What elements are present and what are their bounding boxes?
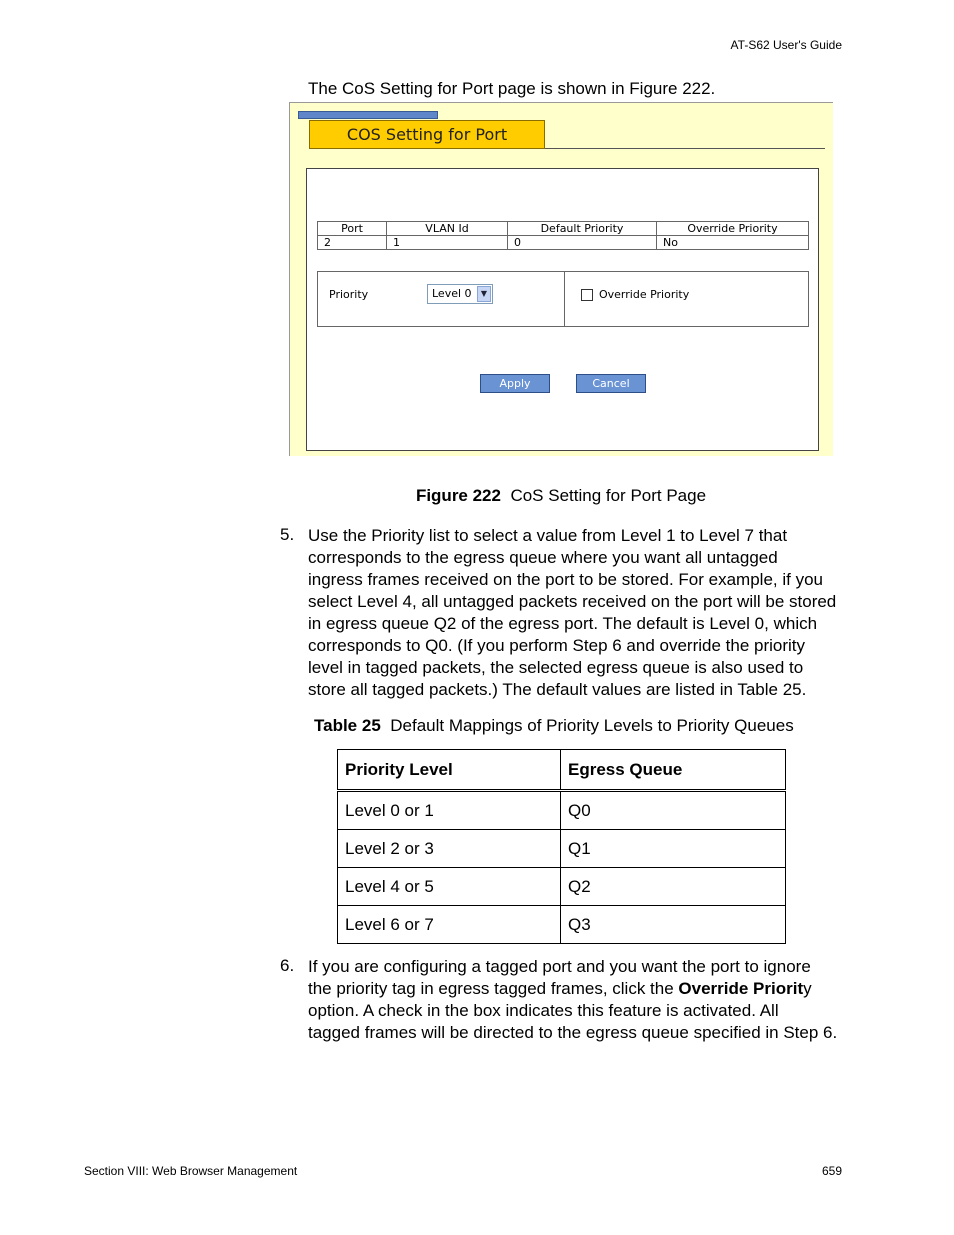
page-number: 659 — [821, 1164, 842, 1178]
apply-button[interactable]: Apply — [480, 374, 550, 393]
table-header-row — [338, 750, 786, 791]
tab-underline — [545, 148, 825, 149]
figure-caption — [0, 486, 954, 506]
step5-line: ingress frames received on the port to be stored. For example, if you — [308, 570, 823, 589]
settings-divider — [564, 271, 565, 327]
port-table-header-row — [318, 222, 809, 236]
port-table — [317, 221, 809, 250]
table-caption-text: Default Mappings of Priority Levels to Priority Queues — [390, 716, 794, 735]
table-cell: Level 2 or 3 — [338, 830, 561, 868]
step6-line: tagged frames will be directed to the egress queue specified in Step 6. — [308, 1023, 838, 1042]
port-table-header: VLAN Id — [387, 222, 508, 236]
table-row — [338, 868, 786, 906]
port-table-cell: No — [657, 236, 809, 250]
tab-title: COS Setting for Port — [309, 120, 545, 149]
step5-line: store all tagged packets.) The default values are listed in Table 25. — [308, 680, 807, 699]
table-header: Priority Level — [338, 750, 561, 791]
step-number: 5. — [280, 525, 295, 544]
override-priority-label: Override Priority — [599, 288, 690, 301]
table-cell: Q2 — [561, 868, 786, 906]
port-table-header: Override Priority — [657, 222, 809, 236]
running-header: AT-S62 User's Guide — [730, 38, 842, 52]
step5-line: corresponds to Q0. (If you perform Step 6 and override the priority — [308, 636, 806, 655]
priority-select-value: Level 0 — [432, 287, 472, 300]
figure-label: Figure 222 — [415, 486, 501, 505]
table-row — [338, 830, 786, 868]
table-cell: Q1 — [561, 830, 786, 868]
footer-section: Section VIII: Web Browser Management — [84, 1164, 298, 1178]
table-cell: Level 0 or 1 — [338, 791, 561, 830]
step5-line: corresponds to the egress queue where you want all untagged — [308, 548, 778, 567]
port-table-cell: 2 — [318, 236, 387, 250]
cancel-button[interactable]: Cancel — [576, 374, 646, 393]
intro-text: The CoS Setting for Port page is shown in Figure 222. — [308, 79, 716, 98]
step5-paragraph — [308, 525, 848, 701]
step6-text: y — [803, 979, 812, 998]
tab-strip — [298, 111, 438, 119]
table-caption — [314, 716, 794, 736]
step5-line: Use the Priority list to select a value from Level 1 to Level 7 that — [308, 526, 788, 545]
table-row — [338, 791, 786, 830]
step6-paragraph — [308, 956, 848, 1044]
priority-label: Priority — [329, 288, 369, 301]
override-priority-checkbox[interactable] — [581, 289, 593, 301]
table-label: Table 25 — [314, 716, 381, 735]
override-priority-emphasis: Override Priorit — [678, 979, 804, 998]
table-cell: Level 4 or 5 — [338, 868, 561, 906]
table-header: Egress Queue — [561, 750, 786, 791]
port-table-cell: 1 — [387, 236, 508, 250]
step5-line: level in tagged packets, the selected egress queue is also used to — [308, 658, 804, 677]
step6-line: If you are configuring a tagged port and you want the port to ignore — [308, 957, 811, 976]
table-cell: Level 6 or 7 — [338, 906, 561, 944]
step6-text: the priority tag in egress tagged frames, click the — [308, 979, 679, 998]
port-table-row — [318, 236, 809, 250]
port-table-cell: 0 — [508, 236, 657, 250]
step6-line: option. A check in the box indicates this feature is activated. All — [308, 1001, 779, 1020]
step6-line — [308, 978, 848, 1000]
chevron-down-icon[interactable]: ▼ — [477, 286, 491, 302]
priority-select[interactable] — [427, 284, 493, 304]
figure-caption-text: CoS Setting for Port Page — [510, 486, 707, 505]
port-table-header: Port — [318, 222, 387, 236]
priority-mapping-table — [337, 749, 786, 944]
table-cell: Q0 — [561, 791, 786, 830]
step5-line: select Level 4, all untagged packets received on the port will be stored — [308, 592, 837, 611]
step5-line: in egress queue Q2 of the egress port. The default is Level 0, which — [308, 614, 818, 633]
table-row — [338, 906, 786, 944]
table-cell: Q3 — [561, 906, 786, 944]
settings-box — [317, 271, 809, 327]
port-table-header: Default Priority — [508, 222, 657, 236]
step-number: 6. — [280, 956, 295, 975]
